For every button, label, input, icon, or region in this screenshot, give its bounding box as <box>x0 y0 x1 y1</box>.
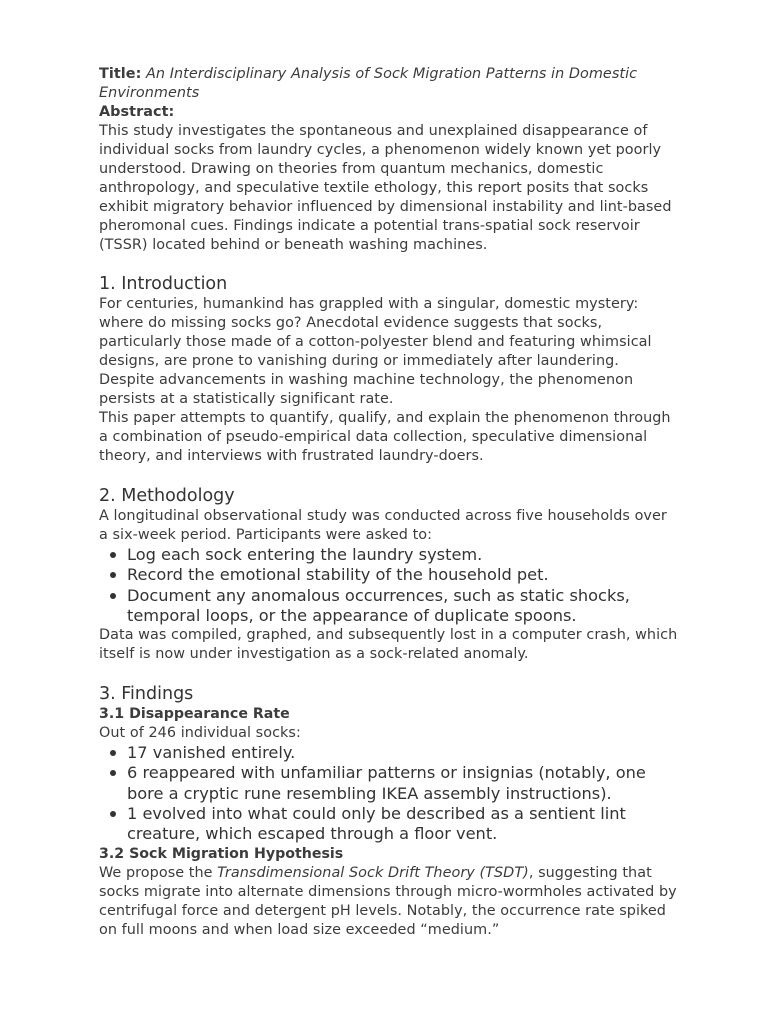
abstract-label: Abstract: <box>99 104 175 120</box>
migration-hypothesis-heading: 3.2 Sock Migration Hypothesis <box>99 845 344 862</box>
introduction-heading: 1. Introduction <box>99 274 228 294</box>
methodology-intro: A longitudinal observational study was conducted across five households over a six-week period. Participants were asked to: <box>99 508 667 543</box>
theory-name: Transdimensional Sock Drift Theory (TSDT) <box>217 864 529 881</box>
hypothesis-text-end: , suggesting that socks migrate into alternate dimensions through micro-wormholes activated by centrifugal force and detergent pH levels. Notably, the occurrence rate spiked on full moons and when load size exceeded “medium.” <box>99 864 677 938</box>
methodology-list <box>99 545 678 626</box>
disappearance-rate-heading: 3.1 Disappearance Rate <box>99 706 290 723</box>
findings-list <box>99 743 678 844</box>
list-item: Log each sock entering the laundry system. <box>127 545 678 565</box>
introduction-paragraph-2: This paper attempts to quantify, qualify, and explain the phenomenon through a combination of pseudo-empirical data collection, speculative dimensional theory, and interviews with frustrated laundry-doers. <box>99 410 671 464</box>
methodology-outro: Data was compiled, graphed, and subsequently lost in a computer crash, which itself is now under investigation as a sock-related anomaly. <box>99 627 678 663</box>
abstract-text: This study investigates the spontaneous and unexplained disappearance of individual socks from laundry cycles, a phenomenon widely known yet poorly understood. Drawing on theories from quantum mechanics, domestic anthropology, and speculative textile ethology, this report posits that socks exhibit migratory behavior influenced by dimensional instability and lint-based pheromonal cues. Findings indicate a potential trans-spatial sock reservoir (TSSR) located behind or beneath washing machines. <box>99 123 672 253</box>
introduction-paragraph-1: For centuries, humankind has grappled with a singular, domestic mystery: where do missing socks go? Anecdotal evidence suggests that socks, particularly those made of a cotton-polyester blend and featuring whimsical designs, are prone to vanishing during or immediately after laundering. Despite advancements in washing machine technology, the phenomenon persists at a statistically significant rate. <box>99 296 652 407</box>
list-item: 17 vanished entirely. <box>127 743 678 763</box>
list-item: Record the emotional stability of the household pet. <box>127 565 678 585</box>
title-label: Title: <box>99 66 142 82</box>
title-line <box>99 65 678 103</box>
list-item: 1 evolved into what could only be described as a sentient lint creature, which escaped through a floor vent. <box>127 804 678 845</box>
disappearance-rate-intro: Out of 246 individual socks: <box>99 725 301 742</box>
list-item: 6 reappeared with unfamiliar patterns or insignias (notably, one bore a cryptic rune resembling IKEA assembly instructions). <box>127 763 678 804</box>
paper-title: An Interdisciplinary Analysis of Sock Migration Patterns in Domestic Environments <box>99 66 638 101</box>
findings-heading: 3. Findings <box>99 684 194 705</box>
methodology-heading: 2. Methodology <box>99 486 235 506</box>
list-item: Document any anomalous occurrences, such as static shocks, temporal loops, or the appearance of duplicate spoons. <box>127 586 678 627</box>
hypothesis-text-start: We propose the <box>99 864 218 881</box>
migration-hypothesis-text <box>99 864 678 940</box>
